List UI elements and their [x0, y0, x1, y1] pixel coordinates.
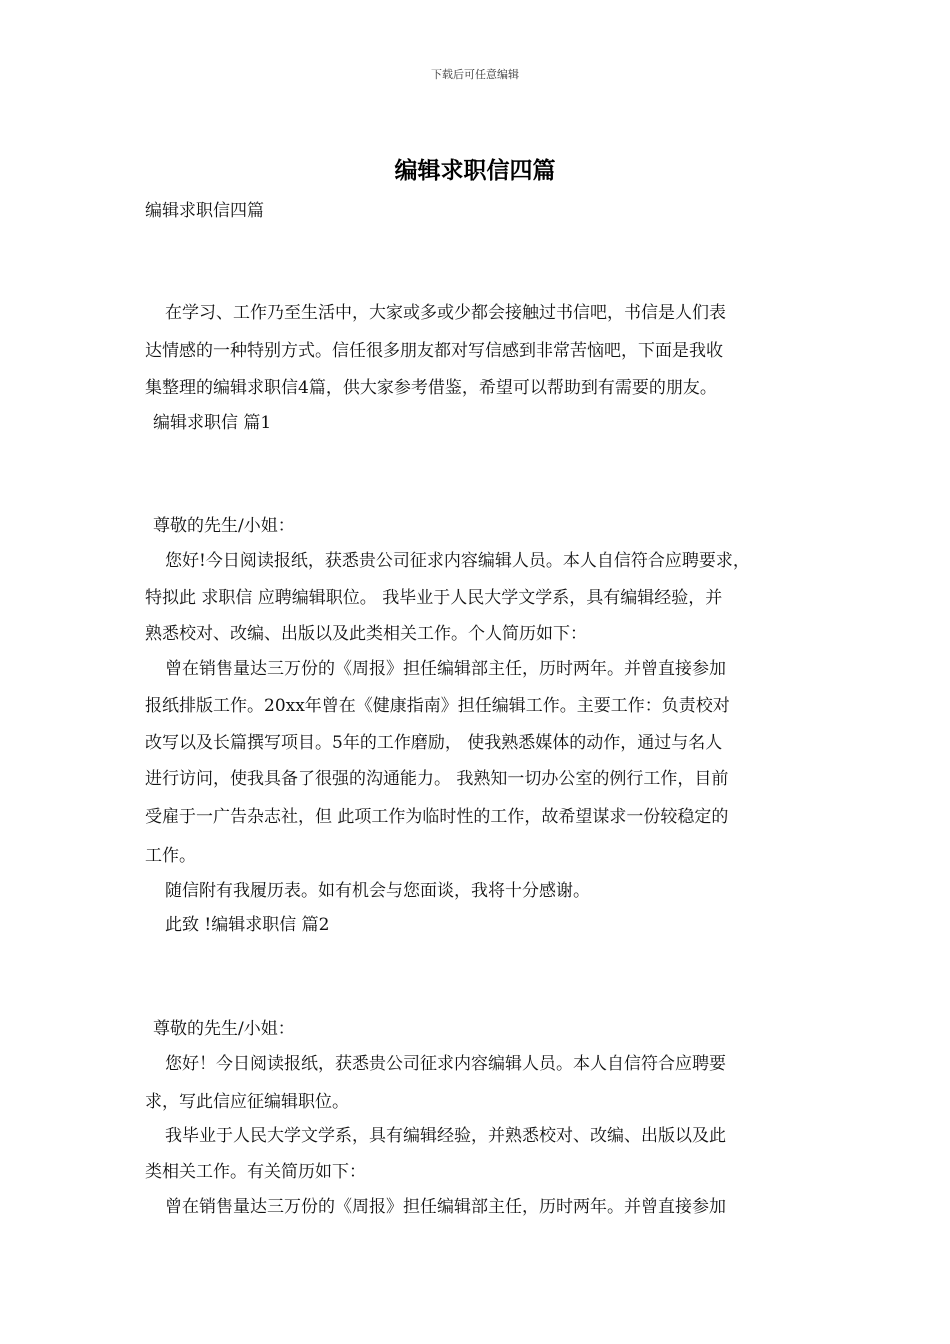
paragraph-line: 曾在销售量达三万份的《周报》担任编辑部主任，历时两年。并曾直接参加: [165, 1197, 726, 1217]
closing-and-heading: 此致 !编辑求职信 篇2: [165, 915, 330, 935]
paragraph-line: 在学习、工作乃至生活中，大家或多或少都会接触过书信吧，书信是人们表: [165, 303, 726, 323]
paragraph-line: 我毕业于人民大学文学系，具有编辑经验，并熟悉校对、改编、出版以及此: [165, 1126, 726, 1146]
paragraph-line: 进行访问，使我具备了很强的沟通能力。 我熟知一切办公室的例行工作，目前: [145, 769, 729, 789]
paragraph-line: 受雇于一广告杂志社，但 此项工作为临时性的工作，故希望谋求一份较稳定的: [145, 807, 729, 827]
paragraph-line: 熟悉校对、改编、出版以及此类相关工作。个人简历如下：: [145, 624, 587, 644]
section-heading: 编辑求职信 篇1: [153, 413, 272, 433]
paragraph-line: 达情感的一种特别方式。信任很多朋友都对写信感到非常苦恼吧，下面是我收: [145, 341, 723, 361]
subtitle-line: 编辑求职信四篇: [145, 201, 264, 221]
paragraph-line: 集整理的编辑求职信4篇，供大家参考借鉴，希望可以帮助到有需要的朋友。: [145, 378, 717, 398]
paragraph-line: 您好！今日阅读报纸，获悉贵公司征求内容编辑人员。本人自信符合应聘要: [165, 1054, 726, 1074]
paragraph-line: 求，写此信应征编辑职位。: [145, 1092, 349, 1112]
paragraph-line: 类相关工作。有关简历如下：: [145, 1162, 366, 1182]
paragraph-line: 曾在销售量达三万份的《周报》担任编辑部主任，历时两年。并曾直接参加: [165, 659, 726, 679]
paragraph-line: 工作。: [145, 846, 196, 866]
document-title: 编辑求职信四篇: [394, 157, 556, 184]
salutation: 尊敬的先生/小姐：: [153, 1019, 295, 1039]
paragraph-line: 报纸排版工作。20xx年曾在《健康指南》担任编辑工作。主要工作：负责校对: [145, 696, 730, 716]
salutation: 尊敬的先生/小姐：: [153, 516, 295, 536]
paragraph-line: 改写以及长篇撰写项目。5年的工作磨励， 使我熟悉媒体的动作，通过与名人: [145, 733, 723, 753]
header-note: 下载后可任意编辑: [431, 68, 519, 81]
paragraph-line: 您好!今日阅读报纸，获悉贵公司征求内容编辑人员。本人自信符合应聘要求，: [165, 551, 750, 571]
paragraph-line: 随信附有我履历表。如有机会与您面谈，我将十分感谢。: [165, 881, 590, 901]
paragraph-line: 特拟此 求职信 应聘编辑职位。 我毕业于人民大学文学系，具有编辑经验，并: [145, 588, 723, 608]
